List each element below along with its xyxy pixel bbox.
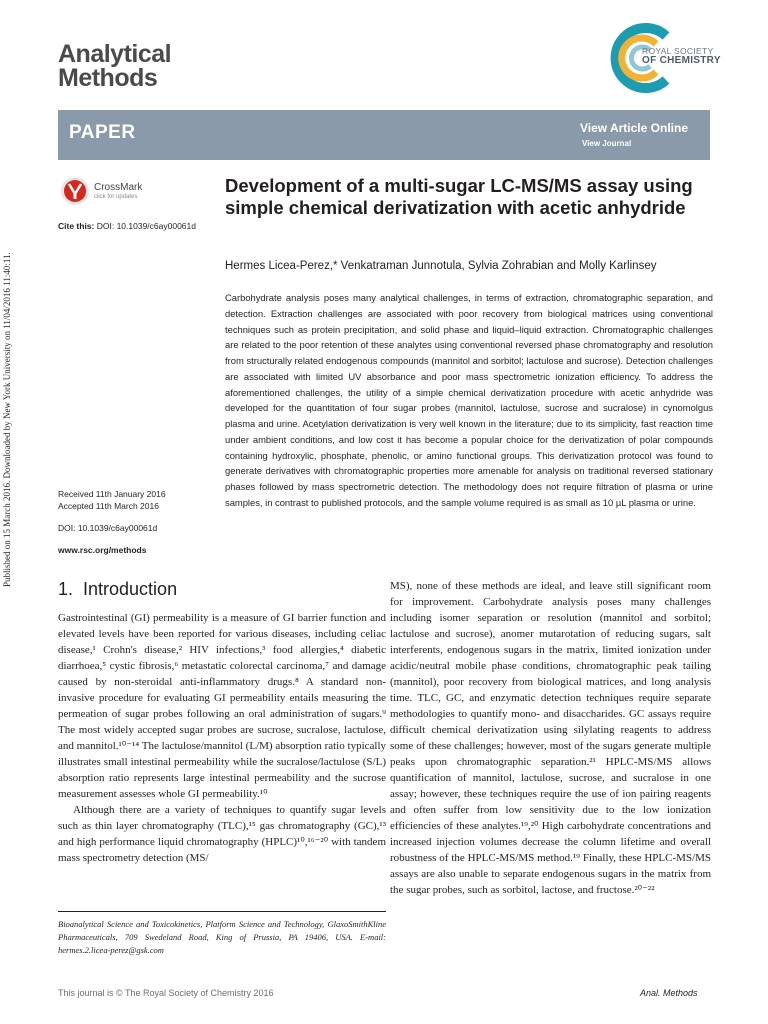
cite-label: Cite this: <box>58 221 95 231</box>
download-note: Published on 15 March 2016. Downloaded by New York University on 11/04/2016 11:40:11. <box>2 252 12 588</box>
journal-title-line2: Methods <box>58 64 158 92</box>
body-column-right <box>390 578 711 898</box>
publisher-line2: OF CHEMISTRY <box>642 55 721 66</box>
section-number: 1. <box>58 579 74 599</box>
rsc-logo <box>604 18 734 98</box>
cite-doi[interactable]: DOI: 10.1039/c6ay00061d <box>96 221 196 231</box>
section-heading <box>58 579 177 600</box>
crossmark-label: CrossMark <box>94 182 143 193</box>
article-title: Development of a multi-sugar LC-MS/MS assay using simple chemical derivatization with acetic anhydride <box>225 175 693 218</box>
journal-title <box>58 42 258 90</box>
section-title: Introduction <box>83 579 178 599</box>
copyright-footer: This journal is © The Royal Society of Chemistry 2016 <box>58 988 274 998</box>
affiliation-footnote: Bioanalytical Science and Toxicokinetics, Platform Science and Technology, GlaxoSmithKline Pharmaceuticals, 709 Swedeland Road, King of Prussia, PA 19406, USA. E-mail: hermes.2.licea-perez@gsk.com <box>58 919 386 955</box>
article-meta <box>58 488 218 556</box>
publisher-line1: ROYAL SOCIETY <box>642 46 714 56</box>
journal-title-line1: Analytical <box>58 40 172 68</box>
article-type-banner <box>58 110 710 160</box>
journal-website-link[interactable]: www.rsc.org/methods <box>58 545 147 555</box>
received-date: Received 11th January 2016 <box>58 489 166 499</box>
journal-abbrev-footer: Anal. Methods <box>640 988 698 998</box>
view-journal-link[interactable]: View Journal <box>582 139 632 148</box>
view-article-online-link[interactable]: View Article Online <box>579 121 688 135</box>
publisher-name <box>642 47 721 65</box>
body-paragraph: Although there are a variety of techniques to quantify sugar levels such as thin layer chromatography (TLC),¹⁵ gas chromatography (GC),¹³ and high performance liquid chromatography (HPLC)¹⁰,¹⁶⁻²⁰ with tandem mass spectrometry detection (MS/ <box>58 804 386 864</box>
abstract: Carbohydrate analysis poses many analytical challenges, in terms of extraction, chromatographic separation, and detection. Extraction challenges are associated with poor recovery from biological matrices using conventional techniques such as protein precipitation, and solid phase and liquid–liquid extraction. Chromatographic challenges are related to the poor retention of these analytes using conventional reversed phase chromatography and resolution from structurally related endogenous compounds (mannitol and sorbitol; lactulose and sucrose). Detection challenges are associated with limited UV absorbance and poor mass spectrometric ionization efficiency. To address the aforementioned challenges, the utility of a simple chemical derivatization procedure with acetic anhydride was developed for the quantitation of four sugar probes (mannitol, lactulose, sucrose and sucralose) in cynomolgus plasma and urine. Acetylation derivatization is very well known in the literature; due to its simplicity, fast reaction time under ambient conditions, and low cost it has become a popular choice for the derivatization of polar compounds containing hydroxylic, phosphate, phenolic, or amino functional groups. This derivatization protocol was found to generate derivatives with chromatographic properties more amenable for analysis on traditional reversed stationary phases followed by mass spectrometric detection. The methodology does not require filtration of plasma or urine samples, in contrast to published protocols, and the sample volume required is as small as 10 µL plasma or urine. <box>225 292 713 508</box>
accepted-date: Accepted 11th March 2016 <box>58 501 159 511</box>
author-list: Hermes Licea-Perez,* Venkatraman Junnotula, Sylvia Zohrabian and Molly Karlinsey <box>225 260 657 272</box>
crossmark-icon <box>60 176 90 206</box>
meta-doi[interactable]: DOI: 10.1039/c6ay00061d <box>58 523 158 533</box>
crossmark-badge[interactable] <box>58 174 208 210</box>
body-paragraph: Gastrointestinal (GI) permeability is a measure of GI barrier function and elevated levels have been reported for various diseases, including celiac disease,¹ Crohn's disease,² HIV infections,³ food allergies,⁴ diabetic diarrhoea,⁵ cystic fibrosis,⁶ metastatic colorectal carcinoma,⁷ and damage caused by non-steroidal anti-inflammatory drugs.⁸ A standard non-invasive procedure for evaluating GI permeability entails measuring the permeation of sugar probes following an oral administration of sugars.⁹ The most widely accepted sugar probes are sucrose, sucralose, lactulose, and mannitol.¹⁰⁻¹⁴ The lactulose/mannitol (L/M) absorption ratio typically illustrates small intestinal permeability while the sucralose/lactulose (S/L) absorption ratio represents large intestinal permeability and the sucrose measurement assesses whole GI permeability.¹⁰ <box>58 612 386 800</box>
article-type-label: PAPER <box>69 122 136 143</box>
body-paragraph: MS), none of these methods are ideal, and leave still significant room for improvement. Carbohydrate analysis poses many challenges including isomer separation or resolution (mannitol and sorbitol; lactulose and sucrose), anomer mutarotation of reducing sugars, salt interferents, endogenous sugars in the matrix, limited ionization under acidic/neutral mobile phase conditions, chromatographic peak tailing (mannitol), poor recovery from biological matrices, and long analysis time. TLC, GC, and enzymatic detection techniques require separate methodologies to quantify mono- and disaccharides. GC assays require difficult chemical derivatization using silylating reagents to address some of these challenges; however, most of the sugars generate multiple peaks upon chromatographic separation.²¹ HPLC-MS/MS allows quantification of mannitol, lactulose, sucrose, and sucralose in one assay; however, these techniques require the use of ion pairing reagents and often suffer from low sensitivity due to the low ionization efficiencies of these analytes.¹⁹,²⁰ High carbohydrate concentrations and increased injection volumes decrease the column lifetime and overall robustness of the HPLC-MS/MS method.¹⁹ Finally, these HPLC-MS/MS assays are also unable to separate endogenous sugars in the matrix from the sugar probes, such as sorbitol, lactose, and fructose.²⁰⁻²² <box>390 580 711 896</box>
footnote-divider <box>58 911 386 912</box>
cite-this <box>58 221 196 231</box>
body-column-left <box>58 610 386 866</box>
crossmark-sublabel: click for updates <box>94 194 138 200</box>
